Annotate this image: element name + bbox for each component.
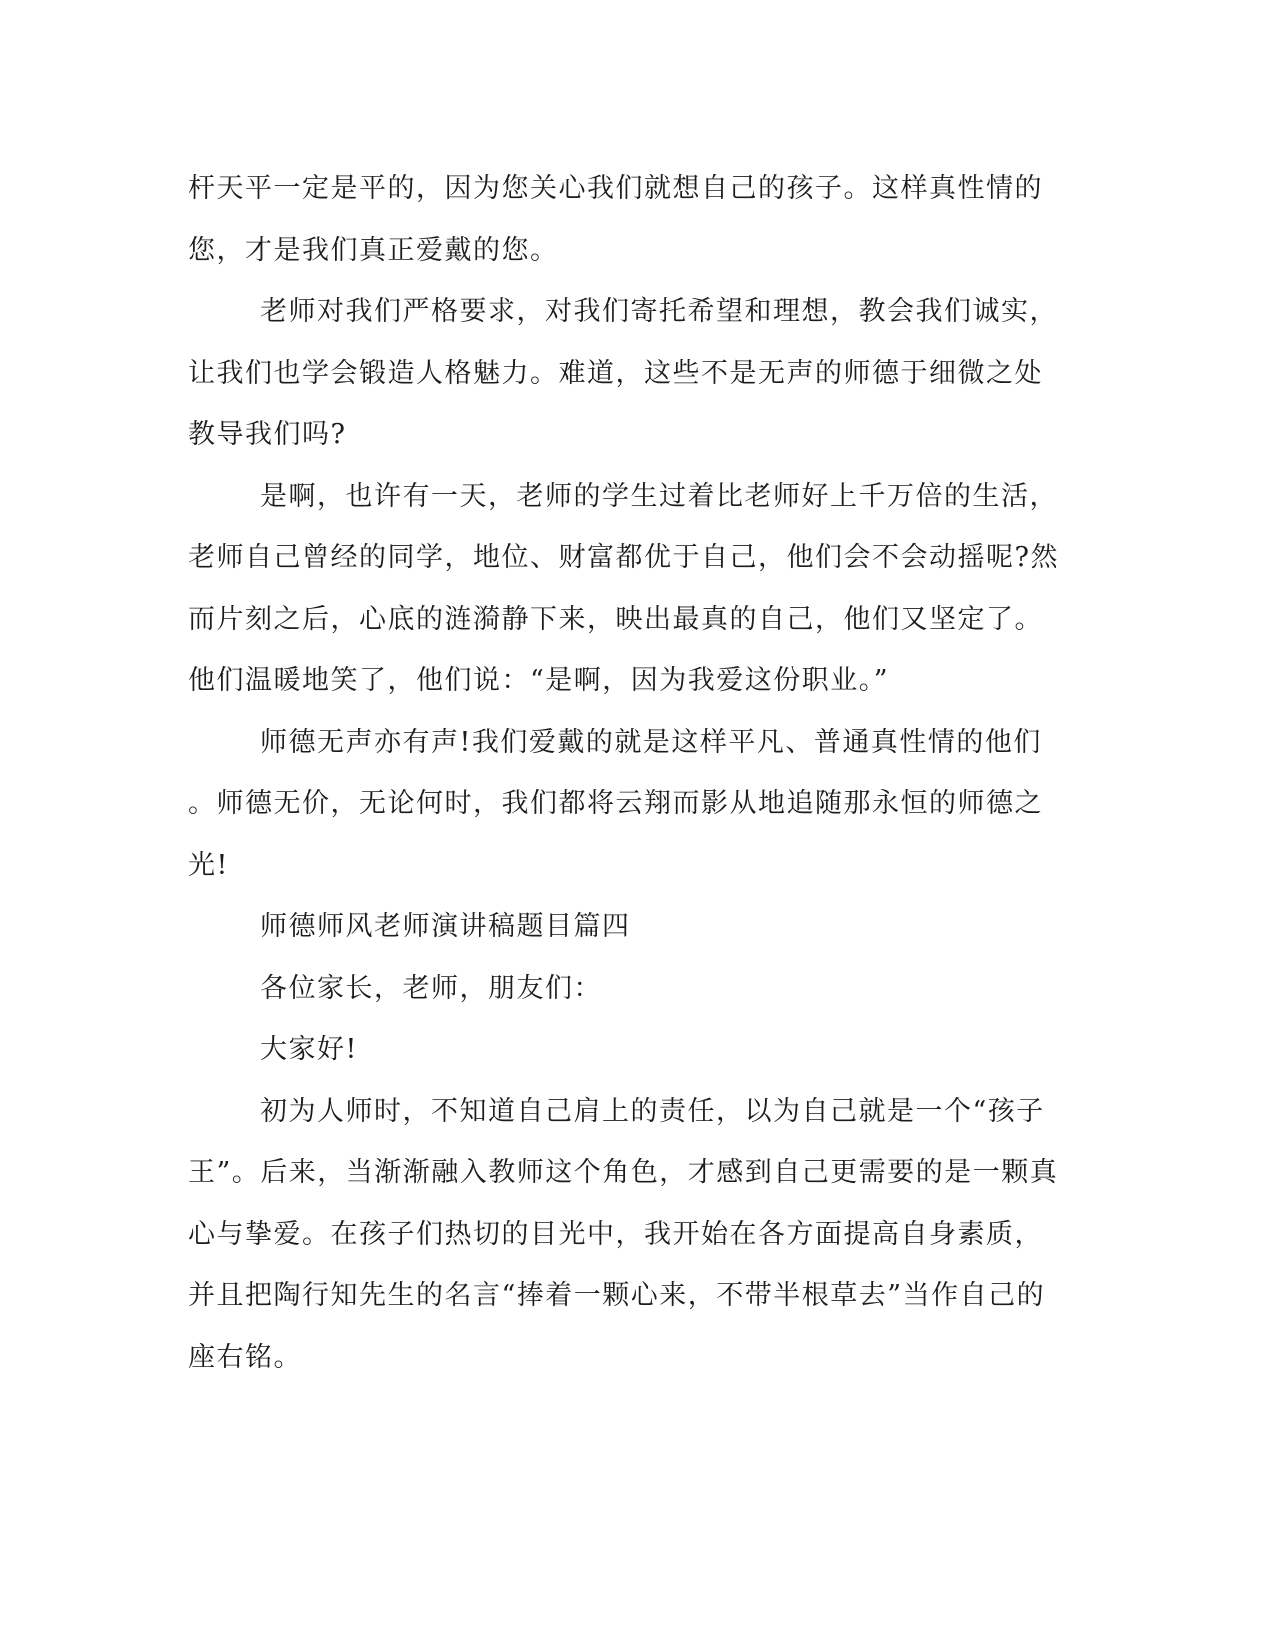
text-line: 他们温暖地笑了，他们说：“是啊，因为我爱这份职业。” — [188, 665, 890, 696]
text-line: 杆天平一定是平的，因为您关心我们就想自己的孩子。这样真性情的 — [188, 173, 1043, 204]
paragraph-4 — [188, 712, 1078, 897]
text-line: 让我们也学会锻造人格魅力。难道，这些不是无声的师德于细微之处 — [188, 357, 1043, 389]
text-line: 教导我们吗? — [188, 419, 347, 450]
text-line: 。师德无价，无论何时，我们都将云翔而影从地追随那永恒的师德之 — [188, 788, 1043, 819]
text-line: 大家好! — [260, 1034, 358, 1065]
greeting — [188, 1019, 1078, 1081]
paragraph-5 — [188, 1081, 1078, 1389]
text-line: 您，才是我们真正爱戴的您。 — [188, 234, 559, 266]
text-line: 师德师风老师演讲稿题目篇四 — [260, 911, 631, 942]
text-line: 师德无声亦有声!我们爱戴的就是这样平凡、普通真性情的他们 — [260, 726, 1042, 758]
salutation — [188, 958, 1078, 1020]
paragraph-1 — [188, 158, 1078, 281]
text-line: 各位家长，老师，朋友们： — [260, 972, 602, 1004]
text-line: 老师自己曾经的同学，地位、财富都优于自己，他们会不会动摇呢?然 — [188, 542, 1059, 573]
text-line: 初为人师时，不知道自己肩上的责任，以为自己就是一个“孩子 — [260, 1095, 1045, 1127]
text-line: 是啊，也许有一天，老师的学生过着比老师好上千万倍的生活， — [260, 480, 1058, 512]
document-body — [188, 158, 1078, 1388]
paragraph-2 — [188, 281, 1078, 466]
section-heading — [188, 896, 1078, 958]
text-line: 座右铭。 — [188, 1341, 302, 1373]
text-line: 并且把陶行知先生的名言“捧着一颗心来，不带半根草去”当作自己的 — [188, 1280, 1046, 1311]
text-line: 心与挚爱。在孩子们热切的目光中，我开始在各方面提高自身素质， — [188, 1218, 1043, 1250]
text-line: 而片刻之后，心底的涟漪静下来，映出最真的自己，他们又坚定了。 — [188, 603, 1043, 635]
paragraph-3 — [188, 466, 1078, 712]
text-line: 光! — [188, 849, 229, 881]
text-line: 王”。后来，当渐渐融入教师这个角色，才感到自己更需要的是一颗真 — [188, 1157, 1059, 1188]
text-line: 老师对我们严格要求，对我们寄托希望和理想，教会我们诚实， — [260, 296, 1058, 327]
